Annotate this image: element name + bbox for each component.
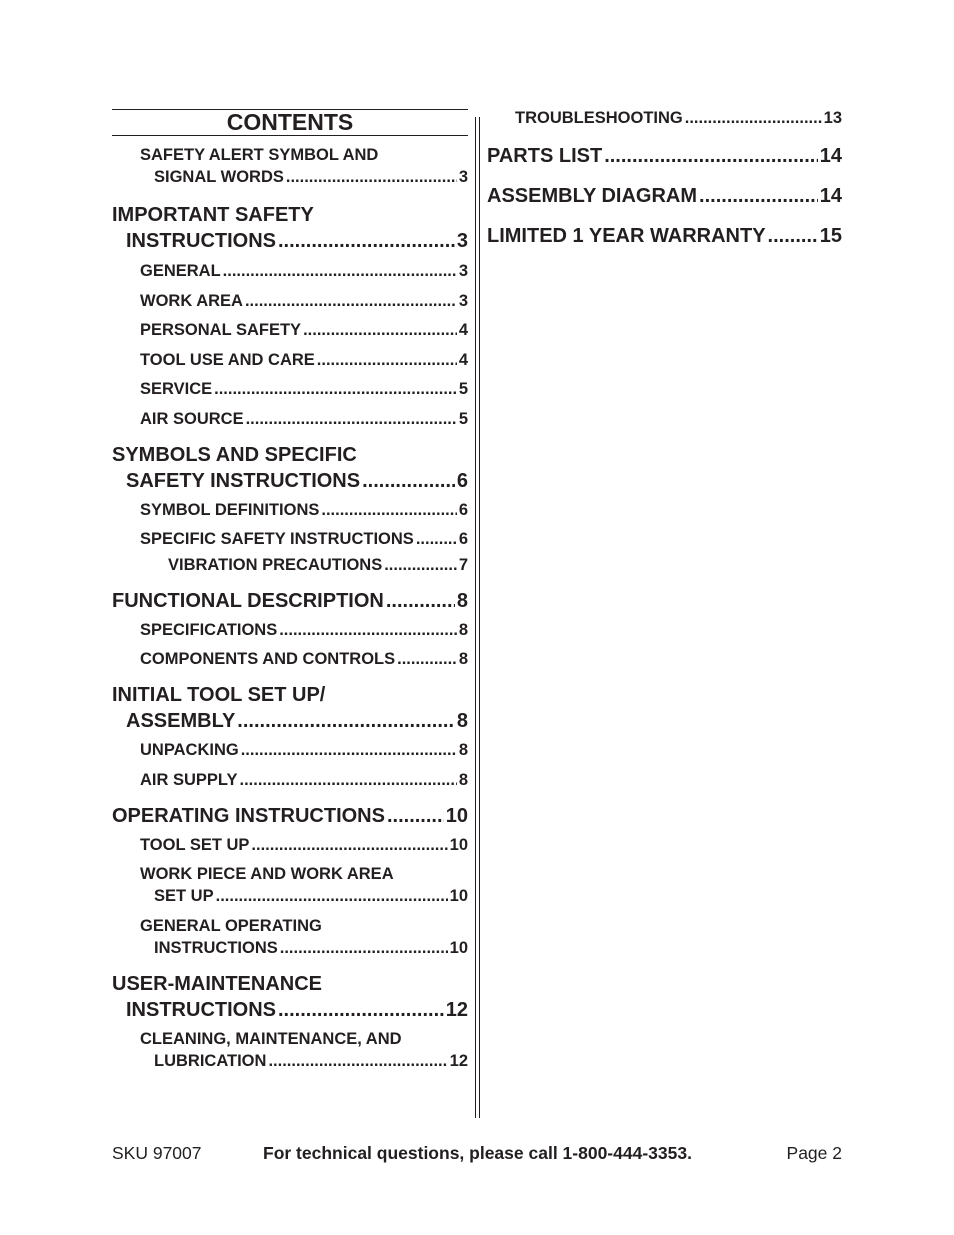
toc-label: SERVICE [140,380,213,398]
toc-label: SPECIFICATIONS [140,620,278,639]
contents-title: CONTENTS [112,109,468,136]
toc-page: 12 [445,998,468,1021]
toc-page: 14 [819,145,842,167]
toc-safety-alert-line1: SAFETY ALERT SYMBOL AND [140,146,379,164]
toc-page: 6 [458,529,468,548]
toc-page: 3 [456,230,468,252]
toc-label: INSTRUCTIONS [154,938,278,957]
toc-troubleshooting[interactable] [487,107,842,129]
toc-page: 8 [458,770,468,789]
toc-label: LUBRICATION [154,1051,267,1070]
toc-page: 5 [458,409,468,428]
toc-leader [321,499,456,521]
toc-general-operating[interactable] [112,915,468,959]
toc-page: 10 [449,835,468,854]
toc-specifications[interactable] [112,619,468,641]
toc-leader [246,408,457,430]
toc-specific-safety[interactable] [112,528,468,550]
toc-leader [362,468,455,494]
toc-label: FUNCTIONAL DESCRIPTION [112,589,384,612]
toc-work-piece-line1: WORK PIECE AND WORK AREA [140,864,394,883]
toc-user-maint-line1: USER-MAINTENANCE [112,972,322,995]
toc-page: 10 [445,804,468,827]
column-divider [475,117,480,1118]
toc-work-area[interactable] [112,290,468,312]
toc-page: 14 [819,185,842,207]
toc-label: TROUBLESHOOTING [515,109,683,127]
toc-page: 3 [458,262,468,280]
toc-label: INSTRUCTIONS [126,998,276,1021]
toc-label: TOOL USE AND CARE [140,350,315,369]
toc-label: SAFETY INSTRUCTIONS [126,469,361,492]
toc-page: 4 [458,350,468,369]
toc-unpacking[interactable] [112,739,468,761]
toc-page: 8 [458,620,468,639]
toc-service[interactable] [112,378,468,400]
toc-cleaning-line2 [140,1050,468,1072]
toc-limited-warranty[interactable] [487,223,842,249]
toc-page: 10 [449,938,468,957]
toc-assembly-diagram[interactable] [487,183,842,209]
toc-safety-alert[interactable] [112,144,468,188]
toc-label: SIGNAL WORDS [154,168,284,186]
toc-label: OPERATING INSTRUCTIONS [112,804,385,827]
toc-general-op-line2 [140,937,468,959]
toc-leader [279,619,457,641]
toc-symbols-specific[interactable] [112,442,468,494]
toc-label: SET UP [154,886,214,905]
toc-page: 7 [458,555,468,574]
toc-label: SYMBOL DEFINITIONS [140,500,320,519]
toc-operating-instructions[interactable] [112,803,468,829]
toc-label: AIR SOURCE [140,409,244,428]
toc-leader [278,997,444,1023]
toc-symbols-line2 [112,468,468,494]
toc-page: 10 [449,886,468,905]
toc-initial-set-up[interactable] [112,682,468,734]
toc-leader [604,143,818,169]
toc-symbols-line1: SYMBOLS AND SPECIFIC [112,443,357,466]
toc-components-controls[interactable] [112,648,468,670]
toc-leader [303,319,457,341]
toc-leader [223,260,457,282]
toc-user-maintenance[interactable] [112,971,468,1023]
page-footer [112,1143,842,1165]
toc-air-source[interactable] [112,408,468,430]
toc-leader [384,554,457,576]
toc-label: TOOL SET UP [140,835,250,854]
toc-label: UNPACKING [140,740,239,759]
toc-work-piece[interactable] [112,863,468,907]
toc-label: VIBRATION PRECAUTIONS [168,555,383,574]
toc-leader [240,769,457,791]
toc-user-maint-line2 [112,997,468,1023]
toc-leader [386,588,455,614]
toc-page: 3 [458,168,468,186]
toc-leader [251,834,447,856]
toc-page: 8 [458,649,468,668]
toc-leader [416,528,457,550]
toc-leader [245,290,457,312]
toc-initial-line1: INITIAL TOOL SET UP/ [112,683,326,706]
toc-functional-description[interactable] [112,588,468,614]
toc-important-line1: IMPORTANT SAFETY [112,204,314,226]
toc-leader [397,648,457,670]
toc-page: 13 [823,109,842,127]
toc-leader [216,885,448,907]
toc-symbol-definitions[interactable] [112,499,468,521]
toc-safety-alert-line2 [140,166,468,188]
toc-label: GENERAL [140,262,221,280]
contents-left-column [112,109,468,1072]
toc-important-safety[interactable] [112,202,468,254]
toc-work-piece-line2 [140,885,468,907]
toc-important-line2 [112,228,468,254]
toc-parts-list[interactable] [487,143,842,169]
toc-label: PARTS LIST [487,145,603,167]
toc-page: 3 [458,291,468,310]
toc-leader [280,937,448,959]
toc-page: 8 [458,740,468,759]
footer-page-number: Page 2 [786,1143,842,1163]
toc-initial-line2 [112,708,468,734]
toc-label: PERSONAL SAFETY [140,321,302,339]
toc-label: SPECIFIC SAFETY INSTRUCTIONS [140,529,414,548]
toc-vibration-precautions[interactable] [112,554,468,576]
toc-air-supply[interactable] [112,769,468,791]
toc-leader [268,1050,447,1072]
toc-personal-safety[interactable] [112,319,468,341]
toc-page: 6 [456,469,468,492]
toc-label: WORK AREA [140,291,243,310]
toc-leader [286,166,457,188]
toc-cleaning[interactable] [112,1028,468,1072]
toc-tool-set-up[interactable] [112,834,468,856]
footer-tech-support: For technical questions, please call 1-800-444-3353. [263,1143,692,1163]
toc-leader [768,223,818,249]
toc-label: INSTRUCTIONS [126,230,276,252]
toc-leader [317,349,457,371]
toc-page: 8 [456,709,468,732]
toc-leader [241,739,457,761]
toc-leader [237,708,455,734]
toc-label: LIMITED 1 YEAR WARRANTY [487,225,766,247]
toc-tool-use-and-care[interactable] [112,349,468,371]
toc-leader [699,183,818,209]
toc-cleaning-line1: CLEANING, MAINTENANCE, AND [140,1029,402,1048]
toc-label: ASSEMBLY DIAGRAM [487,185,698,207]
toc-general[interactable] [112,260,468,282]
toc-label: ASSEMBLY [126,709,236,732]
toc-page: 5 [458,380,468,398]
toc-leader [387,803,444,829]
toc-general-op-line1: GENERAL OPERATING [140,916,322,935]
toc-label: AIR SUPPLY [140,770,238,789]
toc-leader [278,228,455,254]
toc-page: 4 [458,321,468,339]
toc-page: 15 [819,225,842,247]
toc-label: COMPONENTS AND CONTROLS [140,649,396,668]
toc-leader [214,378,457,400]
toc-page: 12 [449,1051,468,1070]
toc-page: 8 [456,589,468,612]
toc-page: 6 [458,500,468,519]
toc-leader [685,107,822,129]
contents-right-column [487,107,842,249]
footer-sku: SKU 97007 [112,1143,202,1163]
